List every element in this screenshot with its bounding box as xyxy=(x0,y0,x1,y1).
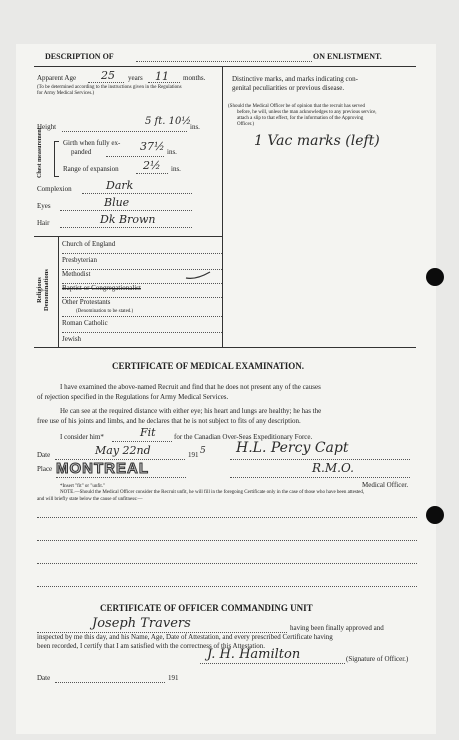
religion-item-methodist: Methodist xyxy=(62,270,91,278)
officer-signature-value: J. H. Hamilton xyxy=(207,647,301,662)
hair-label: Hair xyxy=(37,219,50,227)
place-stamp: MONTREAL xyxy=(56,460,149,477)
insert-fit-note: *Insert "fit" or "unfit." xyxy=(60,484,106,489)
range-line xyxy=(136,173,168,174)
religion-row-line xyxy=(62,253,222,254)
fit-line xyxy=(112,441,172,442)
medical-place-label: Place xyxy=(37,465,53,473)
religion-item-presbyterian: Presbyterian xyxy=(62,256,97,264)
top-rule xyxy=(34,66,416,67)
unfitness-cause-line xyxy=(37,586,417,587)
hair-line xyxy=(60,227,192,228)
unfitness-cause-line xyxy=(37,517,417,518)
distinctive-marks-value: 1 Vac marks (left) xyxy=(254,133,380,149)
medical-para1-line2: of rejection specified in the Regulations for Army Medical Services. xyxy=(37,393,229,401)
marks-note-line-3: attach a slip to that effect, for the information of the Approving xyxy=(237,116,364,121)
age-years-line xyxy=(88,82,124,83)
age-note-line-2: for Army Medical Services.) xyxy=(37,91,95,96)
medical-year-label: 191 xyxy=(188,451,199,459)
medical-para2-line1: He can see at the required distance with either eye; his heart and lungs are healthy; he has the xyxy=(60,407,322,415)
range-value: 2½ xyxy=(143,159,161,172)
commanding-date-label: Date xyxy=(37,674,51,682)
recruit-name-value: Joseph Travers xyxy=(92,616,191,631)
medical-officer-initials: R.M.O. xyxy=(312,461,354,475)
religion-top-rule xyxy=(34,236,222,237)
commanding-text-line2: inspected by me this day, and his Name, Age, Date of Attestation, and every prescribed Certificate having xyxy=(37,633,333,641)
height-value: 5 ft. 10½ xyxy=(145,116,192,127)
medical-year-value: 5 xyxy=(200,446,206,456)
fit-value: Fit xyxy=(140,426,156,439)
section-bottom-rule xyxy=(34,347,416,348)
girth-line xyxy=(106,156,164,157)
religion-row-line xyxy=(62,332,222,333)
header-description-of: DESCRIPTION OF xyxy=(45,52,114,61)
complexion-label: Complexion xyxy=(37,185,72,193)
commanding-text-line1: having been finally approved and xyxy=(290,624,384,632)
commanding-text-line3: been recorded, I certify that I am satisfied with the correctness of this Attestation. xyxy=(37,642,266,650)
marks-note-line-1: (Should the Medical Officer be of opinion that the recruit has served xyxy=(228,104,365,109)
eyes-line xyxy=(60,210,192,211)
chest-measurement-label: Chest measurement xyxy=(37,127,43,178)
religion-item-church-of-england: Church of England xyxy=(62,240,116,248)
medical-certificate-title: CERTIFICATE OF MEDICAL EXAMINATION. xyxy=(112,361,305,371)
months-label: months. xyxy=(183,74,206,82)
marks-heading-line-1: Distinctive marks, and marks indicating con- xyxy=(232,75,358,83)
complexion-line xyxy=(82,193,192,194)
unfitness-cause-line xyxy=(37,563,417,564)
religion-label-divider xyxy=(58,236,59,347)
medical-officer-label: Medical Officer. xyxy=(362,481,409,489)
consider-him-label: I consider him* xyxy=(60,433,104,441)
medical-officer-signature: H.L. Percy Capt xyxy=(236,440,349,456)
eyes-label: Eyes xyxy=(37,202,51,210)
punch-hole-top xyxy=(426,268,444,286)
height-label: Height xyxy=(37,123,57,131)
medical-para1-line1: I have examined the above-named Recruit and find that he does not present any of the causes xyxy=(60,383,321,391)
age-note-line-1: (To be determined according to the instructions given in the Regulations xyxy=(37,85,182,90)
religion-item-jewish: Jewish xyxy=(62,335,82,343)
medical-signature-line xyxy=(230,459,410,460)
religion-item-other-protestants: Other Protestants xyxy=(62,298,111,306)
column-divider xyxy=(222,66,223,347)
commanding-certificate-title: CERTIFICATE OF OFFICER COMMANDING UNIT xyxy=(100,603,313,613)
unfitness-cause-line xyxy=(37,540,417,541)
religion-row-line xyxy=(62,316,222,317)
height-ins-label: ins. xyxy=(190,123,200,131)
medical-para2-line2: free use of his joints and limbs, and he declares that he is not subject to fits of any description. xyxy=(37,417,301,425)
methodist-tick-mark xyxy=(184,270,214,282)
signature-of-officer-label: (Signature of Officer.) xyxy=(346,655,409,663)
girth-ins-label: ins. xyxy=(167,148,177,156)
girth-value: 37½ xyxy=(140,140,165,153)
force-label: for the Canadian Over-Seas Expeditionary Force. xyxy=(174,433,313,441)
religion-item-baptist: Baptist or Congregationalist xyxy=(62,284,141,292)
girth-label-line-1: Girth when fully ex- xyxy=(63,139,121,147)
girth-label-line-2: panded xyxy=(71,148,92,156)
years-label: years xyxy=(128,74,143,82)
marks-note-line-4: Officer.) xyxy=(237,122,254,127)
range-ins-label: ins. xyxy=(171,165,181,173)
religion-other-note: (Denomination to be stated.) xyxy=(76,309,134,314)
hair-value: Dk Brown xyxy=(100,213,156,226)
officer-signature-line xyxy=(200,663,345,664)
medical-date-value: May 22nd xyxy=(95,444,151,457)
eyes-value: Blue xyxy=(104,196,130,209)
medical-note-line2: and will briefly state below the cause of unfitness:— xyxy=(37,497,143,502)
header-on-enlistment: ON ENLISTMENT. xyxy=(313,52,382,61)
medical-date-label: Date xyxy=(37,451,51,459)
punch-hole-bottom xyxy=(426,506,444,524)
header-name-line xyxy=(136,61,312,62)
religion-item-roman-catholic: Roman Catholic xyxy=(62,319,108,327)
age-months-value: 11 xyxy=(155,70,169,83)
religious-denominations-label: Religious Denominations xyxy=(36,269,50,311)
marks-heading-line-2: genital peculiarities or previous disease. xyxy=(232,84,345,92)
commanding-date-line xyxy=(55,682,165,683)
commanding-year-label: 191 xyxy=(168,674,179,682)
medical-note-line1: NOTE.—Should the Medical Officer consider the Recruit unfit, he will fill in the foregoing Certificate only in the case of those who have been attested, xyxy=(60,490,365,495)
medical-place-line xyxy=(56,477,186,478)
marks-note-line-2: before, he will, unless the man acknowledges to any previous service, xyxy=(237,110,377,115)
apparent-age-label: Apparent Age xyxy=(37,74,77,82)
age-years-value: 25 xyxy=(101,69,115,82)
range-of-expansion-label: Range of expansion xyxy=(63,165,119,173)
chest-bracket xyxy=(54,141,59,177)
height-line xyxy=(62,131,187,132)
complexion-value: Dark xyxy=(106,179,134,192)
medical-officer-line xyxy=(230,477,410,478)
